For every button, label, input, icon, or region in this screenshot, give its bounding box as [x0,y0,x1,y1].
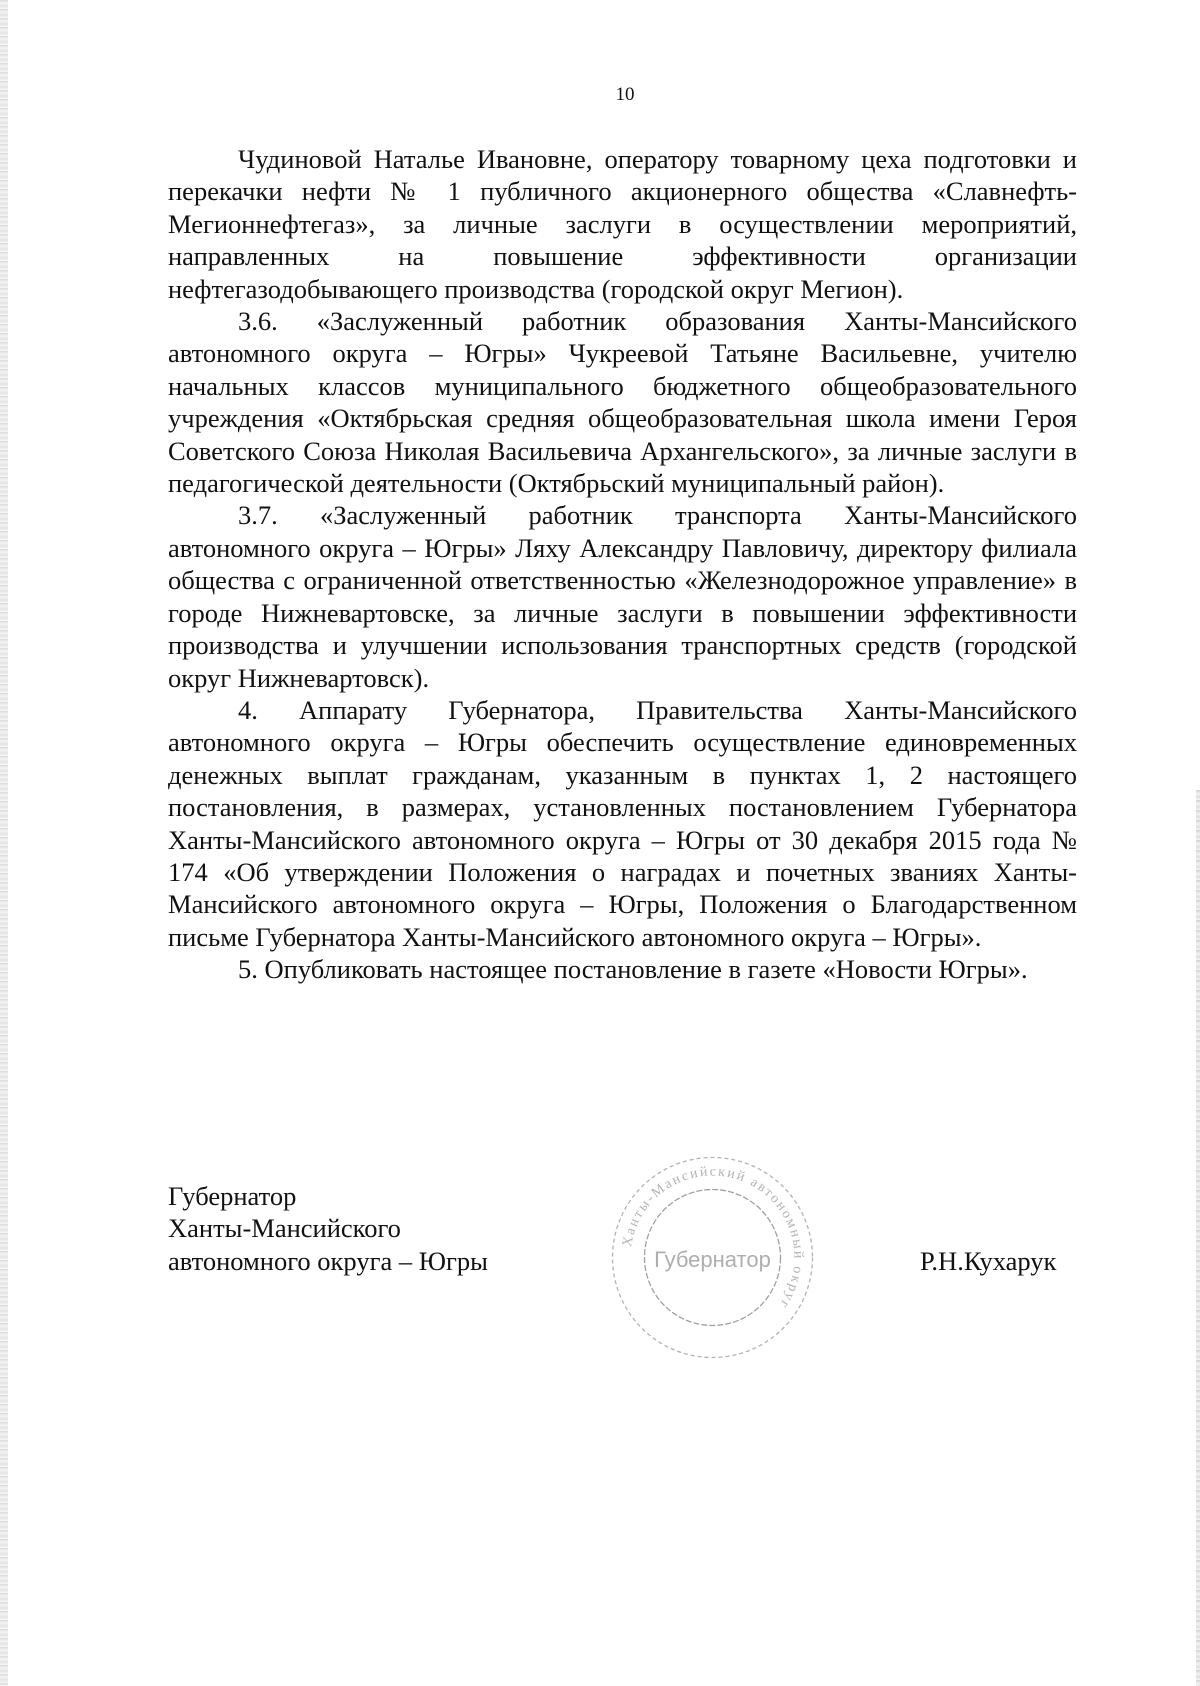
paragraph-3-6: 3.6. «Заслуженный работник образования Ханты-Мансийского автономного округа – Югры» Чукреевой Татьяне Васильевне, учителю начальных классов муниципального бюджетного общеобразовательного учреждения «Октябрьская средняя общеобразовательная школа имени Героя Советского Союза Николая Васильевича Архангельского», за личные заслуги в педагогической деятельности (Октябрьский муниципальный район). [168,306,1077,499]
seal-ring-text: Ханты-Мансийский автономный округ [620,1164,806,1313]
paragraph-award-chudinova: Чудиновой Наталье Ивановне, оператору товарному цеха подготовки и перекачки нефти № 1 публичного акционерного общества «Славнефть-Мегионнефтегаз», за личные заслуги в осуществлении мероприятий, направленных на повышение эффективности организации нефтегазодобывающего производства (городской округ Мегион). [168,144,1077,304]
paragraph-5: 5. Опубликовать настоящее постановление в газете «Новости Югры». [238,954,1028,985]
scan-edge-right [1196,790,1200,1686]
signer-name: Р.Н.Кухарук [920,1246,1057,1276]
scan-edge-left [0,0,8,1686]
signature-title-line: Ханты-Мансийского [168,1213,401,1244]
seal-center-text: Губернатор [654,1247,771,1272]
page-number: 10 [615,84,635,105]
paragraph-4: 4. Аппарату Губернатора, Правительства Ханты-Мансийского автономного округа – Югры обеспечить осуществление единовременных денежных выплат гражданам, указанным в пунктах 1, 2 настоящего постановления, в размерах, установленных постановлением Губернатора Ханты-Мансийского автономного округа – Югры от 30 декабря 2015 года № 174 «Об утверждении Положения о наградах и почетных званиях Ханты-Мансийского автономного округа – Югры, Положения о Благодарственном письме Губернатора Ханты-Мансийского автономного округа – Югры». [168,694,1077,952]
signature-title-line: Губернатор [168,1181,297,1211]
seal-stamp-icon [605,1150,820,1365]
signature-title-line: автономного округа – Югры [168,1245,488,1276]
official-seal [605,1150,820,1365]
svg-text:Ханты-Мансийский автономный ок [620,1164,805,1312]
paragraph-3-7: 3.7. «Заслуженный работник транспорта Ханты-Мансийского автономного округа – Югры» Ляху Александру Павловичу, директору филиала общества с ограниченной ответственностью «Железнодорожное управление» в городе Нижневартовске, за личные заслуги в повышении эффективности производства и улучшении использования транспортных средств (городской округ Нижневартовск). [168,500,1077,693]
document-body [168,143,1077,986]
signature-title-block [168,1180,488,1277]
